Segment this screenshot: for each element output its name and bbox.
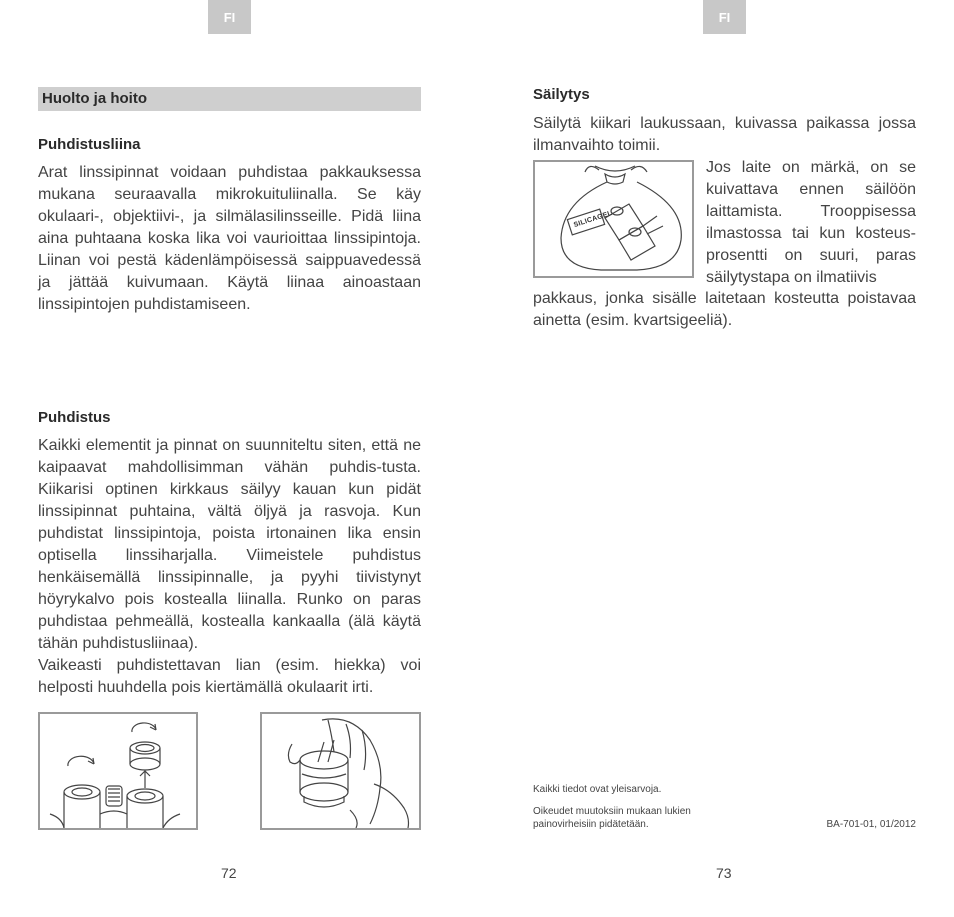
storage-continued-text: pakkaus, jonka sisälle laitetaan kosteutta poistavaa ainetta (esim. kvartsigeeliä). (533, 290, 916, 329)
footer-note-rights-line1: Oikeudet muutoksiin mukaan lukien (533, 806, 691, 817)
language-tab: FI (208, 0, 251, 34)
hand-eyepiece-figure (260, 712, 421, 830)
storage-bag-figure (533, 160, 694, 278)
cleaning-paragraph: Kaikki elementit ja pinnat on suunniteltu siten, että ne kaipaavat mahdollisimman vähän puhdis-tusta. Kiikarisi optinen kirkkaus säilyy kauan kun pidät linssipinnat puhtaina, vältä öljyä ja rasvoja. Kun puhdistat linssipintoja, poista irtonainen lika ensin optisella linssiharjalla. Viimeistele puhdistus henkäisemällä linssipinnalle, ja pyyhi tiivistynyt höyrykalvo pois kostealla liinalla. Runko on paras puhdistaa pehmeällä, kostealla kankaalla (älä käytä tähän puhdistusliinaa). (38, 437, 421, 652)
footer-note-rights-line2: painovirheisiin pidätetään. (533, 819, 649, 830)
footer-note-general: Kaikki tiedot ovat yleisarvoja. (533, 784, 662, 795)
storage-heading: Säilytys (533, 86, 590, 103)
storage-wrap-text: Jos laite on märkä, on se kuivattava ennen säilöön laittamista. Trooppisessa ilmastossa tai kun kosteus-prosentti on suuri, paras säilytystapa on ilmatiivis (706, 159, 916, 286)
eyepiece-removal-figure (38, 712, 198, 830)
right-page (477, 0, 954, 917)
cloth-heading: Puhdistusliina (38, 136, 141, 153)
silicagel-label: SILICAGEL (572, 209, 614, 230)
cleaning-heading: Puhdistus (38, 409, 111, 426)
page-number: 72 (221, 865, 237, 881)
storage-intro: Säilytä kiikari laukussaan, kuivassa paikassa jossa ilmanvaihto toimii. (533, 115, 916, 154)
cleaning-paragraph-2: Vaikeasti puhdistettavan lian (esim. hiekka) voi helposti huuhdella pois kiertämällä okulaarit irti. (38, 657, 421, 696)
section-title: Huolto ja hoito (38, 87, 421, 111)
page-number: 73 (716, 865, 732, 881)
cloth-paragraph: Arat linssipinnat voidaan puhdistaa pakkauksessa mukana seuraavalla mikrokuituliinalla. Se käy okulaari-, objektiivi-, ja silmälasilinsseille. Pidä liina aina puhtaana koska lika voi vaurioittaa linssipintoja. Liinan voi pestä kädenlämpöisessä saippuavedessä ja jättää kuivumaan. Käytä liinaa ainoastaan linssipintojen puhdistamiseen. (38, 164, 421, 313)
language-tab: FI (703, 0, 746, 34)
document-code: BA-701-01, 01/2012 (826, 819, 916, 830)
